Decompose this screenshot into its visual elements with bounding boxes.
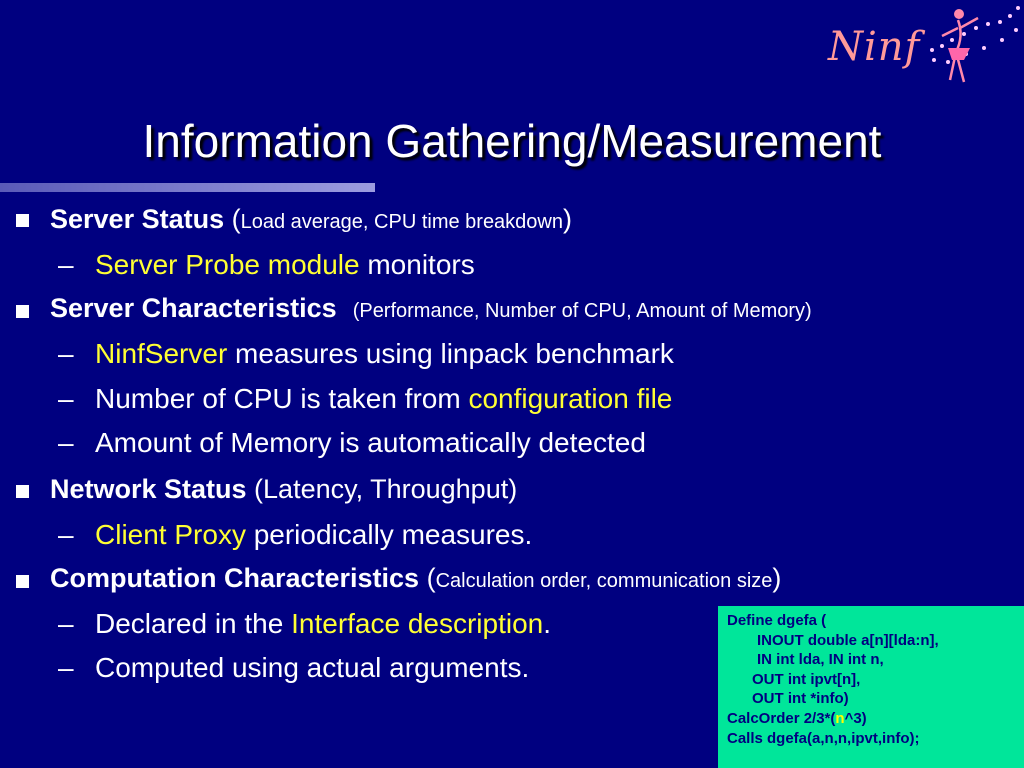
sub-text: periodically measures. bbox=[245, 519, 533, 550]
square-bullet-icon bbox=[16, 485, 29, 498]
bullet-detail: (Latency, Throughput) bbox=[246, 474, 518, 504]
square-bullet-icon bbox=[16, 214, 29, 227]
sub-text: Number of CPU is taken from bbox=[95, 383, 469, 414]
bullet-detail: Load average, CPU time breakdown bbox=[240, 211, 563, 233]
dash-icon: – bbox=[58, 608, 74, 639]
code-line bbox=[727, 709, 1024, 729]
highlight-text: Server Probe module bbox=[95, 249, 360, 280]
sub-bullet-ninfserver bbox=[95, 338, 674, 370]
highlight-text: configuration file bbox=[468, 383, 673, 414]
code-line: OUT int ipvt[n], bbox=[752, 670, 861, 688]
code-line: Calls dgefa(a,n,n,ipvt,info); bbox=[727, 729, 920, 747]
sub-text: Declared in the bbox=[95, 608, 292, 639]
logo-text: Ninf bbox=[828, 24, 921, 70]
dash-icon: – bbox=[58, 427, 74, 458]
bullet-heading: Network Status bbox=[50, 474, 247, 504]
highlight-text: NinfServer bbox=[95, 338, 228, 369]
paren: ) bbox=[772, 563, 782, 593]
bullet-detail: (Performance, Number of CPU, Amount of Memory) bbox=[352, 300, 812, 322]
bullet-server-characteristics bbox=[50, 293, 812, 324]
code-line: INOUT double a[n][lda:n], bbox=[757, 631, 939, 649]
code-text: ^3) bbox=[844, 709, 867, 727]
bullet-heading: Server Characteristics bbox=[50, 293, 337, 323]
bullet-heading: Computation Characteristics bbox=[50, 563, 420, 593]
bullet-network-status bbox=[50, 474, 517, 505]
sub-text: . bbox=[543, 608, 552, 639]
sub-bullet-interface bbox=[95, 608, 551, 640]
sub-bullet-probe bbox=[95, 249, 475, 281]
slide-title: Information Gathering/Measurement bbox=[142, 115, 882, 167]
paren: ( bbox=[224, 204, 241, 234]
bullet-server-status bbox=[50, 204, 572, 235]
dash-icon: – bbox=[58, 249, 74, 280]
paren: ( bbox=[419, 563, 436, 593]
code-line: OUT int *info) bbox=[752, 690, 849, 708]
code-line: Define dgefa ( bbox=[727, 612, 827, 629]
sub-text: measures using linpack benchmark bbox=[227, 338, 674, 369]
sub-bullet-cpu bbox=[95, 383, 672, 415]
dash-icon: – bbox=[58, 383, 74, 414]
code-highlight: n bbox=[835, 709, 845, 727]
dash-icon: – bbox=[58, 652, 74, 683]
bullet-computation-characteristics bbox=[50, 563, 781, 594]
highlight-text: Client Proxy bbox=[95, 519, 246, 550]
code-line: IN int lda, IN int n, bbox=[757, 651, 884, 669]
bullet-heading: Server Status bbox=[50, 204, 225, 234]
paren: ) bbox=[563, 204, 572, 234]
code-text: CalcOrder 2/3*( bbox=[727, 709, 836, 727]
square-bullet-icon bbox=[16, 575, 29, 588]
dash-icon: – bbox=[58, 519, 74, 550]
dash-icon: – bbox=[58, 338, 74, 369]
sub-text: monitors bbox=[359, 249, 475, 280]
sub-bullet-memory: Amount of Memory is automatically detected bbox=[95, 427, 646, 458]
interface-code-box bbox=[718, 606, 1024, 768]
square-bullet-icon bbox=[16, 305, 29, 318]
bullet-detail: Calculation order, communication size bbox=[435, 570, 773, 592]
highlight-text: Interface description bbox=[291, 608, 544, 639]
sub-bullet-client-proxy bbox=[95, 519, 532, 551]
sub-bullet-computed: Computed using actual arguments. bbox=[95, 652, 530, 683]
